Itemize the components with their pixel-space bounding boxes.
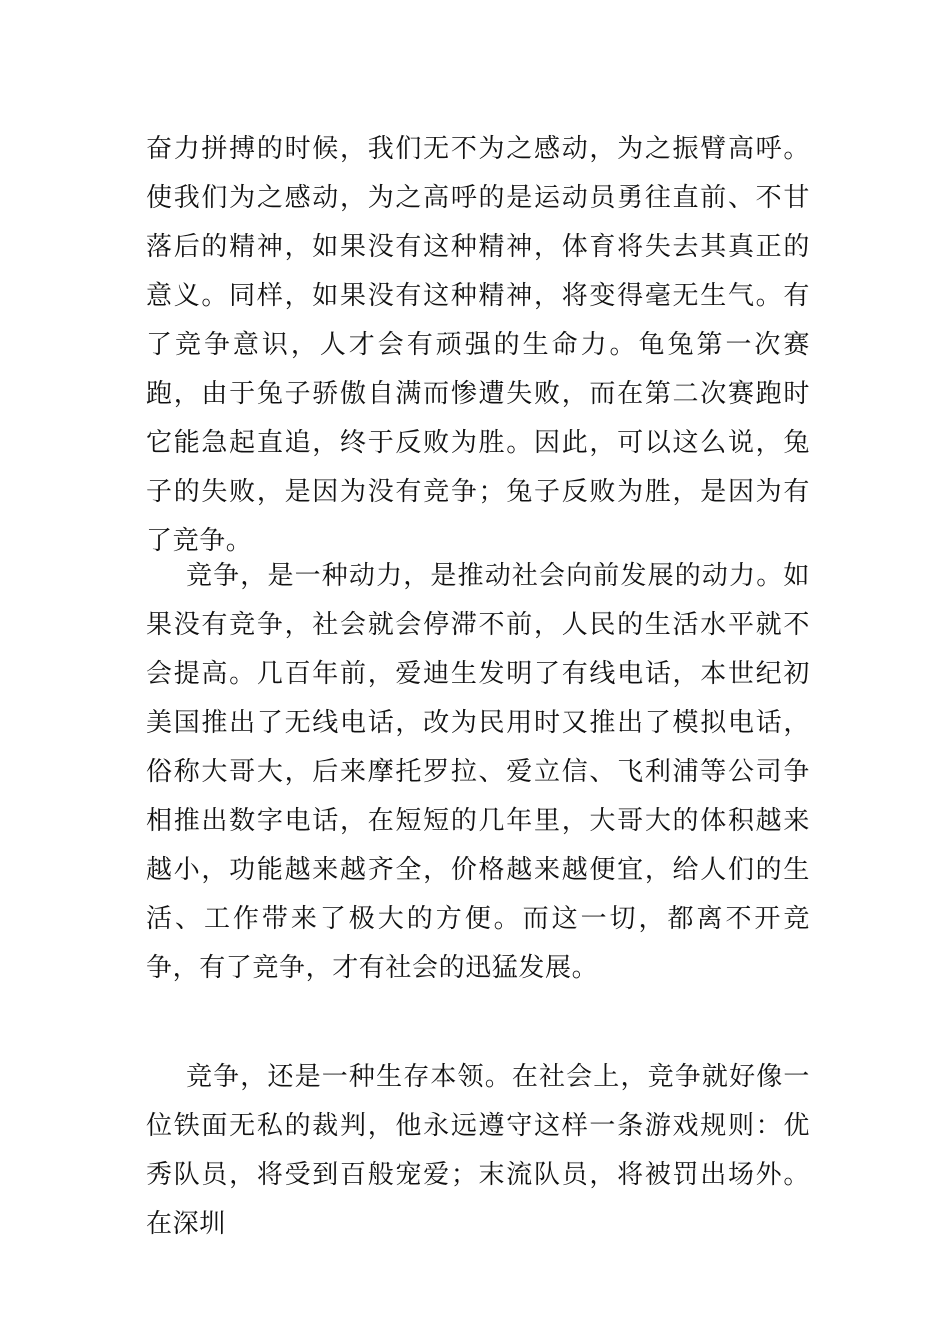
paragraph-3: 竞争，还是一种生存本领。在社会上，竞争就好像一位铁面无私的裁判，他永远遵守这样一条游戏规则：优秀队员，将受到百般宠爱；末流队员，将被罚出场外。在深圳 xyxy=(146,1062,810,1239)
paragraph-2: 竞争，是一种动力，是推动社会向前发展的动力。如果没有竞争，社会就会停滞不前，人民的生活水平就不会提高。几百年前，爱迪生发明了有线电话，本世纪初美国推出了无线电话，改为民用时又推出了模拟电话，俗称大哥大，后来摩托罗拉、爱立信、飞利浦等公司争相推出数字电话，在短短的几年里，大哥大的体积越来越小，功能越来越齐全，价格越来越便宜，给人们的生活、工作带来了极大的方便。而这一切，都离不开竞争，有了竞争，才有社会的迅猛发展。 xyxy=(146,561,810,983)
paragraph-1: 奋力拼搏的时候，我们无不为之感动，为之振臂高呼。使我们为之感动，为之高呼的是运动员勇往直前、不甘落后的精神，如果没有这种精神，体育将失去其真正的意义。同样，如果没有这种精神，将变得毫无生气。有了竞争意识，人才会有顽强的生命力。龟兔第一次赛跑，由于兔子骄傲自满而惨遭失败，而在第二次赛跑时它能急起直追，终于反败为胜。因此，可以这么说，兔子的失败，是因为没有竞争；兔子反败为胜，是因为有了竞争。 xyxy=(146,134,810,556)
